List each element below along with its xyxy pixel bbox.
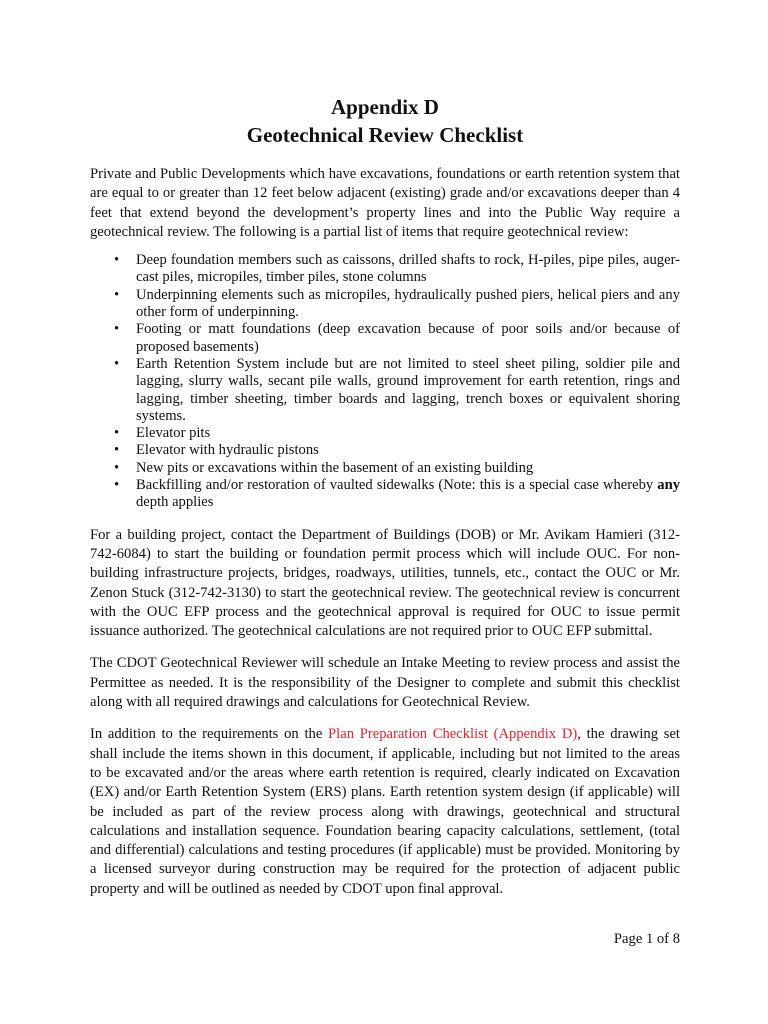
- page-subtitle: Geotechnical Review Checklist: [246, 123, 524, 147]
- intro-paragraph: Private and Public Developments which have excavations, foundations or earth retention system that are equal to or greater than 12 feet below adjacent (existing) grade and/or excavations deeper than 4 feet that extend beyond the development’s property lines and into the Public Way require a geotechnical review. The following is a partial list of items that require geotechnical review:: [90, 166, 680, 240]
- cdot-paragraph: The CDOT Geotechnical Reviewer will schedule an Intake Meeting to review process and assist the Permittee as needed. It is the responsibility of the Designer to complete and submit this checklist along with all required drawings and calculations for Geotechnical Review.: [90, 655, 680, 711]
- document-page: [90, 93, 680, 912]
- list-item: • Elevator pits: [114, 425, 211, 442]
- requirements-paragraph: In addition to the requirements on the Plan Preparation Checklist (Appendix D), the drawing set shall include the items shown in this document, if applicable, including but not limited to the areas to be excavated and/or the areas where earth retention is required, clearly indicated on Excavation (EX) and/or Earth Retention System (ERS) plans. Earth retention system design (if applicable) will be included as part of the review process along with drawings, geotechnical and structural calculations and installation sequence. Foundation bearing capacity calculations, settlement, (total and differential) calculations and testing procedures (if applicable) must be provided. Monitoring by a licensed surveyor during construction may be required for the protection of adjacent public property and will be outlined as needed by CDOT upon final approval.: [90, 726, 680, 897]
- page-number: Page 1 of 8: [613, 931, 680, 947]
- page-title: Appendix D: [331, 95, 439, 119]
- list-item: • Backfilling and/or restoration of vaulted sidewalks (Note: this is a special case whereby any depth applies: [114, 477, 680, 511]
- list-item: • Underpinning elements such as micropiles, hydraulically pushed piers, helical piers and any other form of underpinning.: [114, 286, 680, 321]
- list-item: • Deep foundation members such as caissons, drilled shafts to rock, H-piles, pipe piles, auger-cast piles, micropiles, timber piles, stone columns: [114, 252, 680, 286]
- bullet-icon: •: [114, 321, 120, 338]
- bullet-list: [90, 252, 680, 511]
- plan-checklist-link[interactable]: Plan Preparation Checklist (Appendix D): [328, 726, 578, 743]
- list-item: • New pits or excavations within the basement of an existing building: [114, 459, 534, 476]
- bullet-icon: •: [114, 459, 120, 476]
- bullet-icon: •: [114, 286, 120, 303]
- bullet-icon: •: [114, 425, 120, 442]
- dob-paragraph: For a building project, contact the Department of Buildings (DOB) or Mr. Avikam Hamieri (312-742-6084) to start the building or foundation permit process which will include OUC. For non-building infrastructure projects, bridges, roadways, utilities, tunnels, etc., contact the OUC or Mr. Zenon Stuck (312-742-3130) to start the geotechnical review. The geotechnical review is concurrent with the OUC EFP process and the geotechnical approval is required for OUC to issue permit issuance authorized. The geotechnical calculations are not required prior to OUC EFP submittal.: [90, 526, 680, 640]
- list-item: • Earth Retention System include but are not limited to steel sheet piling, soldier pile and lagging, slurry walls, secant pile walls, ground improvement for earth retention, rings and lagging, timber sheeting, timber boards and lagging, trench boxes or equivalent shoring systems.: [114, 355, 680, 424]
- bullet-icon: •: [114, 477, 120, 494]
- bullet-icon: •: [114, 252, 120, 269]
- list-item: • Elevator with hydraulic pistons: [114, 442, 319, 459]
- bullet-icon: •: [114, 355, 120, 372]
- list-item: • Footing or matt foundations (deep excavation because of poor soils and/or because of proposed basements): [114, 321, 680, 355]
- emphasis-any: any: [657, 477, 680, 494]
- bullet-icon: •: [114, 442, 120, 459]
- title-block: [90, 93, 680, 149]
